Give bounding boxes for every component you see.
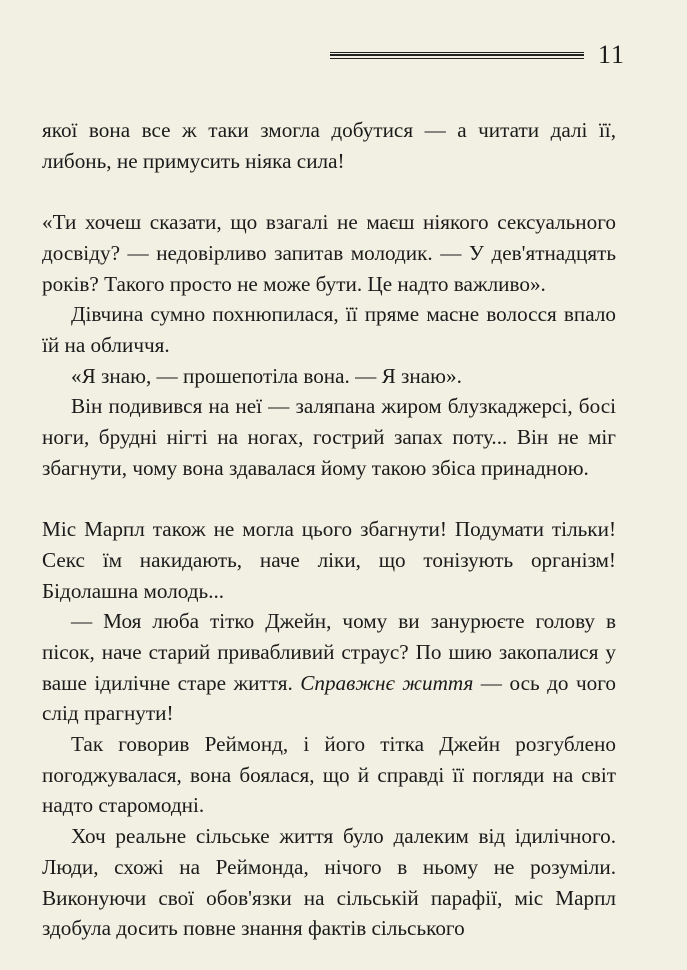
paragraph-village-life: Хоч реальне сільське життя було далеким від ідилічного. Люди, схожі на Реймонда, нічого в ньому не розуміли. Виконуючи свої обов'язки на сільській парафії, міс Марпл здобула досить повне знання фактів сільського — [42, 824, 616, 941]
emphasis-text: Справжнє життя — [300, 670, 474, 695]
speech-text-start: — Моя люба тітко Джейн, чому ви занурюєте голову в пісок, наче старий привабливий страус? По шию закопалися у ваше ідилічне старе життя. — [42, 609, 616, 695]
paragraph-raymond-speech — [42, 606, 616, 729]
paragraph-continuation: якої вона все ж таки змогла добутися — а читати далі її, либонь, не примусить ніяка сила! — [42, 118, 616, 173]
header-rule — [330, 52, 584, 60]
paragraph-quote-dialogue: «Ти хочеш сказати, що взагалі не маєш ніякого сексуального досвіду? — недовірливо запитав молодик. — У дев'ятнадцять років? Такого просто не може бути. Це надто важливо». — [42, 210, 616, 296]
paragraph-whisper: «Я знаю, — прошепотіла вона. — Я знаю». — [71, 363, 462, 388]
paragraph-aunt-jane: Так говорив Реймонд, і його тітка Джейн розгублено погоджувалася, вона боялася, що й справді її погляди на світ надто старомодні. — [42, 732, 616, 818]
paragraph-girl-reaction: Дівчина сумно похнюпилася, її пряме масне волосся впало їй на обличчя. — [42, 302, 616, 357]
paragraph-miss-marple: Міс Марпл також не могла цього збагнути! Подумати тільки! Секс їм накидають, наче ліки, що тонізують організм! Бідолашна молодь... — [42, 517, 616, 603]
page-number: 11 — [597, 40, 625, 69]
paragraph-description: Він подивився на неї — заляпана жиром блузкаджерсі, босі ноги, брудні нігті на ногах, гострий запах поту... Він не міг збагнути, чому вона здавалася йому такою збіса принадною. — [42, 394, 616, 480]
page-header — [330, 40, 625, 69]
speech-text-end: — ось до чого слід прагнути! — [42, 670, 616, 726]
text-body — [42, 115, 616, 944]
